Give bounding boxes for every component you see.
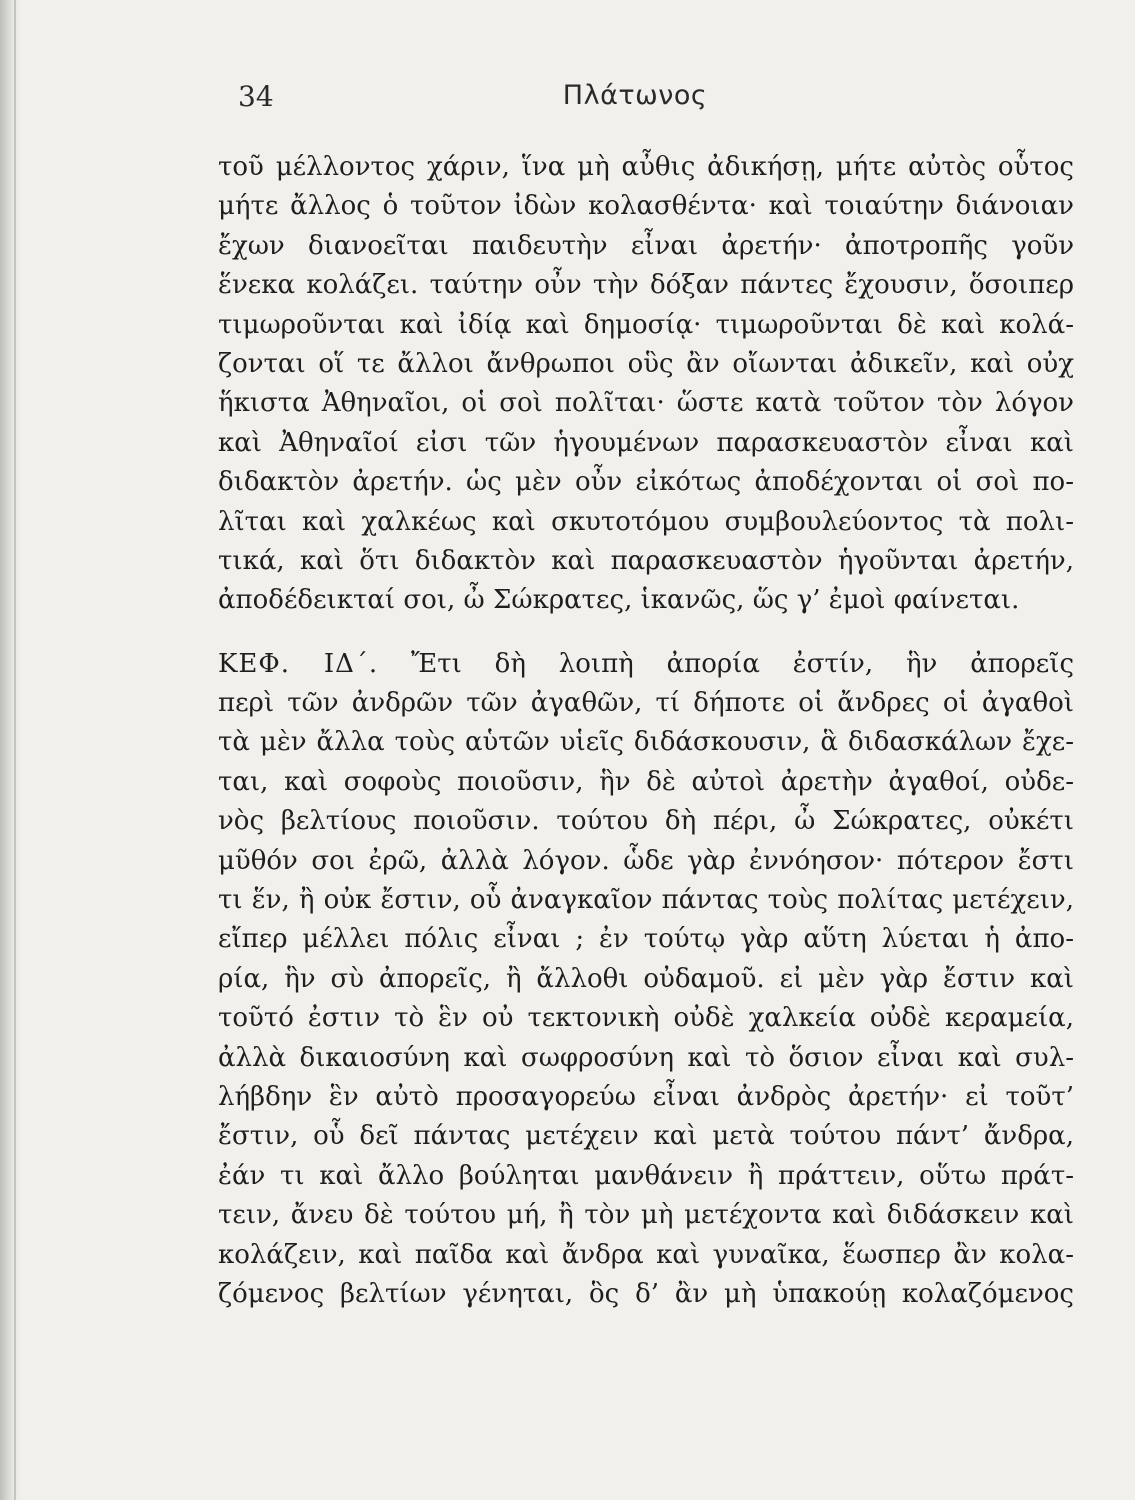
text-line: τοῦ μέλλοντος χάριν, ἵνα μὴ αὖθις ἀδικήσῃ, μήτε αὐτὸς οὗτος (218, 152, 1074, 182)
text-line: ἔχων διανοεῖται παιδευτὴν εἶναι ἀρετήν· ἀποτροπῆς γοῦν (218, 230, 1074, 261)
text-line: ζονται οἵ τε ἄλλοι ἄνθρωποι οὓς ἂν οἴωνται ἀδικεῖν, καὶ οὐχ (218, 348, 1074, 379)
text-line: ἐάν τι καὶ ἄλλο βούληται μανθάνειν ἢ πράττειν, οὕτω πράτ- (218, 1160, 1074, 1191)
chapter-first-line-text: Ἔτι δὴ λοιπὴ ἀπορία ἐστίν, ἣν ἀπορεῖς (411, 648, 1074, 679)
running-head (0, 70, 1135, 130)
chapter-first-line (218, 645, 1074, 684)
text-line: καὶ Ἀθηναῖοί εἰσι τῶν ἡγουμένων παρασκευαστὸν εἶναι καὶ (218, 427, 1074, 458)
text-line: διδακτὸν ἀρετήν. ὡς μὲν οὖν εἰκότως ἀποδέχονται οἱ σοὶ πο- (218, 467, 1074, 498)
text-line: ἀλλὰ δικαιοσύνη καὶ σωφροσύνη καὶ τὸ ὅσιον εἶναι καὶ συλ- (218, 1042, 1074, 1073)
text-line: λήβδην ἓν αὐτὸ προσαγορεύω εἶναι ἀνδρὸς ἀρετήν· εἰ τοῦτ’ (218, 1081, 1074, 1112)
text-line: ται, καὶ σοφοὺς ποιοῦσιν, ἣν δὲ αὐτοὶ ἀρετὴν ἀγαθοί, οὐδε- (218, 766, 1074, 797)
text-line: τὰ μὲν ἄλλα τοὺς αὑτῶν υἱεῖς διδάσκουσιν, ἃ διδασκάλων ἔχε- (218, 727, 1074, 758)
paragraph-2 (218, 645, 1074, 1315)
section-gap (218, 621, 1074, 645)
text-line: ἕνεκα κολάζει. ταύτην οὖν τὴν δόξαν πάντες ἔχουσιν, ὅσοιπερ (218, 270, 1074, 301)
text-line: μήτε ἄλλος ὁ τοῦτον ἰδὼν κολασθέντα· καὶ τοιαύτην διάνοιαν (218, 191, 1074, 222)
text-line: τειν, ἄνευ δὲ τούτου μή, ἢ τὸν μὴ μετέχοντα καὶ διδάσκειν καὶ (218, 1200, 1074, 1231)
text-line: λῖται καὶ χαλκέως καὶ σκυτοτόμου συμβουλεύοντος τὰ πολι- (218, 506, 1074, 537)
text-line: εἴπερ μέλλει πόλις εἶναι ; ἐν τούτῳ γὰρ αὕτη λύεται ἡ ἀπο- (218, 924, 1074, 955)
text-line: τικά, καὶ ὅτι διδακτὸν καὶ παρασκευαστὸν ἡγοῦνται ἀρετήν, (218, 545, 1074, 576)
text-line: τι ἕν, ἢ οὐκ ἔστιν, οὗ ἀναγκαῖον πάντας τοὺς πολίτας μετέχειν, (218, 885, 1074, 916)
text-line: περὶ τῶν ἀνδρῶν τῶν ἀγαθῶν, τί δήποτε οἱ ἄνδρες οἱ ἀγαθοὶ (218, 688, 1074, 719)
text-line: ζόμενος βελτίων γένηται, ὃς δ’ ἂν μὴ ὑπακούῃ κολαζόμενος (218, 1278, 1074, 1309)
binding-line (14, 0, 16, 1500)
text-line: νὸς βελτίους ποιοῦσιν. τούτου δὴ πέρι, ὦ Σώκρατες, οὐκέτι (218, 806, 1074, 837)
text-line: τοῦτό ἐστιν τὸ ἓν οὐ τεκτονικὴ οὐδὲ χαλκεία οὐδὲ κεραμεία, (218, 1003, 1074, 1034)
text-line: τιμωροῦνται καὶ ἰδίᾳ καὶ δημοσίᾳ· τιμωροῦνται δὲ καὶ κολά- (218, 309, 1074, 340)
text-line: κολάζειν, καὶ παῖδα καὶ ἄνδρα καὶ γυναῖκα, ἕωσπερ ἂν κολα- (218, 1239, 1074, 1270)
text-line: ἀποδέδεικταί σοι, ὦ Σώκρατες, ἱκανῶς, ὥς γ’ ἐμοὶ φαίνεται. (218, 585, 1020, 616)
body-text (218, 148, 1074, 1314)
binding-edge (0, 0, 22, 1500)
page-number: 34 (238, 80, 274, 113)
text-line: μῦθόν σοι ἐρῶ, ἀλλὰ λόγον. ὧδε γὰρ ἐννόησον· πότερον ἔστι (218, 845, 1074, 876)
text-line: ἔστιν, οὗ δεῖ πάντας μετέχειν καὶ μετὰ τούτου πάντ’ ἄνδρα, (218, 1121, 1074, 1152)
text-line: ρία, ἣν σὺ ἀπορεῖς, ἢ ἄλλοθι οὐδαμοῦ. εἰ μὲν γὰρ ἔστιν καὶ (218, 963, 1074, 994)
chapter-heading: ΚΕΦ. ΙΔ΄. (218, 648, 379, 679)
paragraph-1 (218, 148, 1074, 621)
text-line: ἥκιστα Ἀθηναῖοι, οἱ σοὶ πολῖται· ὥστε κατὰ τοῦτον τὸν λόγον (218, 388, 1074, 419)
page-header: Πλάτωνος (562, 80, 708, 111)
